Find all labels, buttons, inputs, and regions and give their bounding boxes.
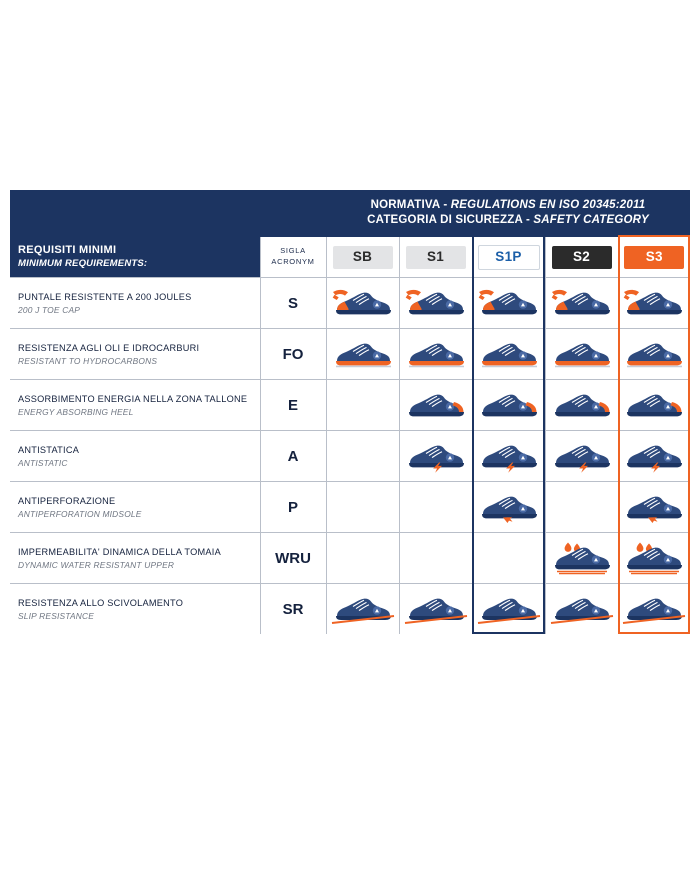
acronym-cell: A xyxy=(260,431,326,482)
feature-cell xyxy=(618,329,690,380)
requirements-title-it: REQUISITI MINIMI xyxy=(18,244,117,257)
acronym-cell: FO xyxy=(260,329,326,380)
table-row xyxy=(10,431,690,482)
feature-cell xyxy=(326,482,399,533)
acronym-label-en: ACRONYM xyxy=(271,257,315,267)
feature-cell xyxy=(326,380,399,431)
feature-cell xyxy=(618,431,690,482)
requirements-title-en: MINIMUM REQUIREMENTS: xyxy=(18,258,148,270)
requirement-cell xyxy=(10,533,260,584)
empty-cell xyxy=(546,507,618,508)
requirement-it: ANTIPERFORAZIONE xyxy=(18,495,116,506)
requirement-en: ANTISTATIC xyxy=(18,458,68,469)
empty-cell xyxy=(473,558,545,559)
category-header-s3 xyxy=(618,237,690,278)
empty-cell xyxy=(327,507,399,508)
table-row xyxy=(10,278,690,329)
requirement-it: ANTISTATICA xyxy=(18,444,80,455)
category-header-s1 xyxy=(399,237,472,278)
feature-cell xyxy=(326,533,399,584)
requirement-cell xyxy=(10,482,260,533)
band-spacer xyxy=(10,190,326,237)
feature-cell xyxy=(618,278,690,329)
table-header-row xyxy=(10,237,690,278)
requirement-it: ASSORBIMENTO ENERGIA NELLA ZONA TALLONE xyxy=(18,393,248,404)
feature-cell xyxy=(545,533,618,584)
feature-cell xyxy=(618,482,690,533)
feature-cell xyxy=(326,584,399,635)
feature-cell xyxy=(472,278,545,329)
feature-cell xyxy=(472,329,545,380)
feature-cell xyxy=(399,482,472,533)
feature-cell xyxy=(326,278,399,329)
feature-cell xyxy=(399,533,472,584)
requirement-it: RESISTENZA AGLI OLI E IDROCARBURI xyxy=(18,342,200,353)
feature-cell xyxy=(326,431,399,482)
feature-cell xyxy=(472,584,545,635)
category-header-sb xyxy=(326,237,399,278)
feature-cell xyxy=(545,278,618,329)
feature-cell xyxy=(545,482,618,533)
requirement-en: DYNAMIC WATER RESISTANT UPPER xyxy=(18,560,175,571)
safety-category-line: CATEGORIA DI SICUREZZA - SAFETY CATEGORY xyxy=(367,214,649,227)
regulations-band xyxy=(326,190,690,237)
feature-cell xyxy=(618,533,690,584)
acronym-cell: SR xyxy=(260,584,326,635)
table-row xyxy=(10,533,690,584)
category-chip-s3: S3 xyxy=(624,246,684,269)
feature-cell xyxy=(545,329,618,380)
acronym-label-it: SIGLA xyxy=(280,246,306,256)
category-chip-s1p: S1P xyxy=(478,245,540,270)
empty-cell xyxy=(327,558,399,559)
safety-category-table xyxy=(0,190,700,634)
requirement-it: PUNTALE RESISTENTE A 200 JOULES xyxy=(18,291,192,302)
requirement-en: SLIP RESISTANCE xyxy=(18,611,95,622)
requirement-cell xyxy=(10,278,260,329)
empty-cell xyxy=(400,558,472,559)
feature-cell xyxy=(472,431,545,482)
feature-cell xyxy=(472,482,545,533)
empty-cell xyxy=(327,456,399,457)
regulations-line: NORMATIVA - REGULATIONS EN ISO 20345:2011 xyxy=(370,199,646,211)
requirement-en: ENERGY ABSORBING HEEL xyxy=(18,407,134,418)
requirement-cell xyxy=(10,329,260,380)
table-row xyxy=(10,380,690,431)
feature-cell xyxy=(326,329,399,380)
requirements-header xyxy=(10,237,260,278)
category-chip-s2: S2 xyxy=(552,246,612,269)
requirement-en: RESISTANT TO HYDROCARBONS xyxy=(18,356,158,367)
table-row xyxy=(10,482,690,533)
table-row xyxy=(10,584,690,635)
table-row xyxy=(10,329,690,380)
acronym-cell: WRU xyxy=(260,533,326,584)
requirement-it: IMPERMEABILITA' DINAMICA DELLA TOMAIA xyxy=(18,546,221,557)
feature-cell xyxy=(399,380,472,431)
feature-cell xyxy=(472,380,545,431)
feature-cell xyxy=(545,380,618,431)
requirement-it: RESISTENZA ALLO SCIVOLAMENTO xyxy=(18,597,184,608)
acronym-cell: S xyxy=(260,278,326,329)
empty-cell xyxy=(400,507,472,508)
feature-cell xyxy=(472,533,545,584)
category-header-s1p xyxy=(472,237,545,278)
requirement-en: 200 J TOE CAP xyxy=(18,305,81,316)
category-chip-s1: S1 xyxy=(406,246,466,269)
requirement-cell xyxy=(10,380,260,431)
requirement-cell xyxy=(10,584,260,635)
acronym-cell: E xyxy=(260,380,326,431)
empty-cell xyxy=(327,405,399,406)
feature-cell xyxy=(545,584,618,635)
feature-cell xyxy=(399,431,472,482)
feature-cell xyxy=(545,431,618,482)
requirement-en: ANTIPERFORATION MIDSOLE xyxy=(18,509,142,520)
feature-cell xyxy=(618,380,690,431)
requirements-table xyxy=(10,190,690,634)
feature-cell xyxy=(399,584,472,635)
feature-cell xyxy=(399,278,472,329)
feature-cell xyxy=(618,584,690,635)
category-header-s2 xyxy=(545,237,618,278)
acronym-header xyxy=(260,237,326,278)
acronym-cell: P xyxy=(260,482,326,533)
feature-cell xyxy=(399,329,472,380)
table-band-row xyxy=(10,190,690,237)
requirement-cell xyxy=(10,431,260,482)
category-chip-sb: SB xyxy=(333,246,393,269)
